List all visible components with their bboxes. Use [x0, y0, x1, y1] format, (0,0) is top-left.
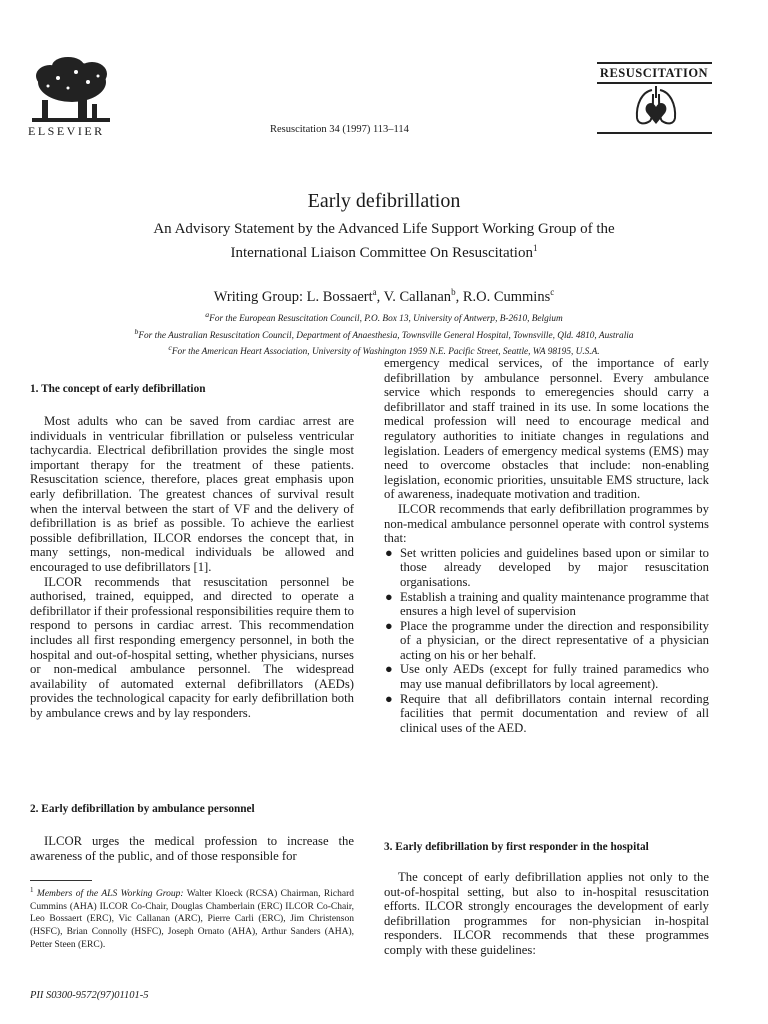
journal-bottom-rule	[597, 132, 712, 134]
author-1: Writing Group: L. Bossaert	[213, 288, 373, 305]
list-item-text: Require that all defibrillators contain internal recording facilities that permit documentation and review of all clinical uses of the AED.	[400, 691, 709, 735]
author-3-affil-mark: c	[550, 287, 555, 297]
list-item-text: Place the programme under the direction and responsibility of a physician, or the direct representative of a physician acting on his or her behalf.	[400, 618, 709, 662]
pii-identifier: PII S0300-9572(97)01101-5	[30, 990, 149, 1001]
affiliation-b-mark: b	[134, 326, 139, 336]
right-column-bottom	[384, 840, 709, 958]
footnote-lead: Members of the ALS Working Group:	[36, 889, 184, 900]
left-column-bottom	[30, 802, 354, 863]
article-title: Early defibrillation	[307, 190, 461, 212]
list-item	[384, 662, 709, 691]
subtitle-line-2: International Liaison Committee On Resuscitation	[230, 245, 533, 261]
section-1-paragraph-1: Most adults who can be saved from cardiac arrest are individuals in ventricular fibrillation or pulseless ventricular tachycardia. Electrical defibrillation provides the single most important therapy for the treatment of these patients. Resuscitation science, therefore, places great emphasis upon early defibrillation. The greatest chances of survival result when the interval between the start of VF and the delivery of defibrillation is as brief as possible. To achieve the earliest possible defibrillation, ILCOR endorses the concept that, in many settings, non-medical individuals be allowed and encouraged to use defibrillators [1].	[30, 414, 354, 574]
bullet-icon: ●	[385, 589, 393, 604]
journal-name: RESUSCITATION	[599, 66, 709, 80]
author-list	[0, 287, 768, 306]
article-subtitle	[84, 220, 684, 263]
author-1-affil-mark: a	[372, 287, 377, 297]
subtitle-footnote-mark: 1	[532, 243, 538, 253]
author-2: , V. Callanan	[376, 288, 452, 305]
affiliation-a-mark: a	[205, 310, 210, 319]
section-2-paragraph-1: ILCOR urges the medical profession to increase the awareness of the public, and of those responsible for	[30, 834, 354, 863]
requirements-list	[384, 546, 709, 736]
footnote-mark: 1	[30, 886, 34, 894]
list-item	[384, 692, 709, 736]
affiliation-a-text: For the European Resuscitation Council, P.O. Box 13, University of Antwerp, B-2610, Belgium	[209, 314, 563, 325]
lungs-heart-icon	[632, 84, 680, 130]
list-item	[384, 619, 709, 663]
bullet-icon: ●	[385, 545, 393, 560]
right-column	[384, 356, 709, 735]
footnote-rule	[30, 880, 92, 881]
section-1-heading: 1. The concept of early defibrillation	[30, 383, 206, 395]
section-2-paragraph-2: emergency medical services, of the importance of early defibrillation by ambulance personnel. Every ambulance service which responds to emeregencies should carry a defibrillator and staff trained in its use. In some locations the medical profession will need to encourage medical and regulatory authorities to initiate changes in regulations and legislation. Leaders of emergency medical systems (EMS) may need to overcome obstacles that include: non-enabling legislation, economic priorities, unsuitable EMS structure, lack of awareness, inadequate motivation and tradition.	[384, 356, 709, 502]
affiliation-c-mark: c	[168, 343, 172, 353]
left-column-top	[30, 382, 354, 720]
list-item	[384, 546, 709, 590]
subtitle-line-1: An Advisory Statement by the Advanced Life Support Working Group of the	[153, 221, 615, 237]
affiliation-b-text: For the Australian Resuscitation Council, Department of Anaesthesia, Townsville General Hospital, Townsville, Qld. 4810, Australia	[138, 330, 634, 341]
bullet-icon: ●	[385, 691, 393, 706]
publisher-name: ELSEVIER	[28, 124, 105, 138]
section-3-paragraph-1: The concept of early defibrillation applies not only to the out-of-hospital setting, but also to in-hospital resuscitation efforts. ILCOR strongly encourages the development of early defibrillation programmes for non-physician in-hospital responders. ILCOR recommends that these programmes comply with these guidelines:	[384, 870, 709, 957]
section-2-heading: 2. Early defibrillation by ambulance personnel	[30, 803, 255, 815]
list-item-text: Use only AEDs (except for fully trained paramedics who may use manual defibrillators by local agreement).	[400, 662, 709, 692]
list-item	[384, 590, 709, 619]
footnote-text: Walter Kloeck (RCSA) Chairman, Richard Cummins (AHA) ILCOR Co-Chair, Douglas Chamberlain (ERC) ILCOR Co-Chair, Leo Bossaert (ERC), Vic Callanan (ARC), Pierre Carli (ERC), Jim Christenson (HSFC), Brian Connolly (HSFC), Joseph Ornato (AHA), Arthur Sanders (AHA), Petter Steen (ERC).	[30, 889, 354, 950]
footnote	[30, 884, 354, 951]
section-1-paragraph-2: ILCOR recommends that resuscitation personnel be authorised, trained, equipped, and directed to operate a defibrillator if their professional responsibilities require them to respond to persons in cardiac arrest. This recommendation includes all first responding emergency personnel, in both the hospital and out-of-hospital setting, whether physicians, nurses or non-medical ambulance personnel. The widespread availability of automated external defibrillators (AEDs) provides the technological capacity for early defibrillation both by ambulance crews and by lay responders.	[30, 574, 354, 720]
journal-citation: Resuscitation 34 (1997) 113–114	[270, 124, 409, 135]
bullet-icon: ●	[385, 618, 393, 633]
affiliations	[0, 309, 768, 359]
affiliation-a	[0, 309, 768, 326]
bullet-icon: ●	[385, 662, 393, 677]
affiliation-c-text: For the American Heart Association, University of Washington 1959 N.E. Pacific Street, Seattle, WA 98195, U.S.A.	[171, 347, 600, 358]
list-item-text: Establish a training and quality maintenance programme that ensures a high level of supervision	[400, 589, 709, 619]
elsevier-tree-logo	[28, 56, 112, 130]
author-2-affil-mark: b	[451, 287, 456, 297]
section-2-paragraph-3: ILCOR recommends that early defibrillation programmes by non-medical ambulance personnel operate with control systems that:	[384, 501, 709, 546]
list-item-text: Set written policies and guidelines based upon or similar to those already developed by major resuscitation organisations.	[400, 545, 709, 589]
author-3: , R.O. Cummins	[455, 288, 551, 305]
affiliation-b	[0, 326, 768, 343]
section-3-heading: 3. Early defibrillation by first responder in the hospital	[384, 841, 649, 853]
journal-top-rule	[597, 62, 712, 64]
